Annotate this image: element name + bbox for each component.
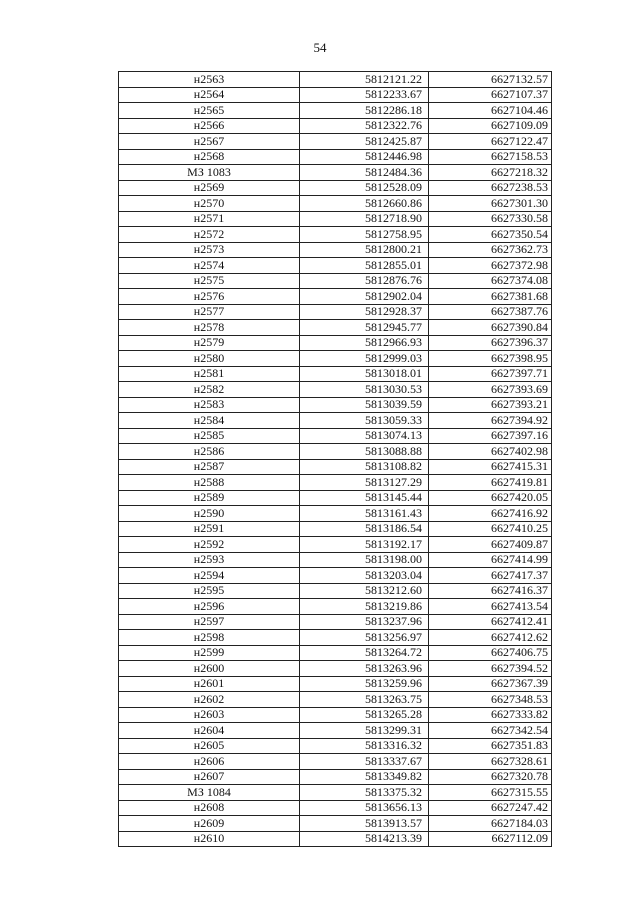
- y-coordinate-cell: 6627402.98: [429, 444, 552, 460]
- x-coordinate-cell: 5812999.03: [300, 351, 429, 367]
- table-row: [119, 382, 552, 398]
- y-coordinate-cell: 6627396.37: [429, 335, 552, 351]
- table-row: [119, 831, 552, 847]
- point-name-cell: н2577: [119, 304, 300, 320]
- y-coordinate-cell: 6627409.87: [429, 537, 552, 553]
- x-coordinate-cell: 5813127.29: [300, 475, 429, 491]
- x-coordinate-cell: 5813237.96: [300, 614, 429, 630]
- point-name-cell: н2573: [119, 242, 300, 258]
- y-coordinate-cell: 6627374.08: [429, 273, 552, 289]
- table-row: [119, 707, 552, 723]
- point-name-cell: н2593: [119, 552, 300, 568]
- table-row: [119, 413, 552, 429]
- table-row: [119, 754, 552, 770]
- point-name-cell: н2579: [119, 335, 300, 351]
- y-coordinate-cell: 6627393.69: [429, 382, 552, 398]
- table-row: [119, 630, 552, 646]
- y-coordinate-cell: 6627122.47: [429, 134, 552, 150]
- point-name-cell: н2602: [119, 692, 300, 708]
- point-name-cell: н2599: [119, 645, 300, 661]
- point-name-cell: н2583: [119, 397, 300, 413]
- y-coordinate-cell: 6627397.16: [429, 428, 552, 444]
- y-coordinate-cell: 6627238.53: [429, 180, 552, 196]
- point-name-cell: н2582: [119, 382, 300, 398]
- table-row: [119, 304, 552, 320]
- x-coordinate-cell: 5813264.72: [300, 645, 429, 661]
- x-coordinate-cell: 5813039.59: [300, 397, 429, 413]
- table-row: [119, 428, 552, 444]
- y-coordinate-cell: 6627387.76: [429, 304, 552, 320]
- point-name-cell: н2565: [119, 103, 300, 119]
- x-coordinate-cell: 5813145.44: [300, 490, 429, 506]
- x-coordinate-cell: 5812121.22: [300, 72, 429, 88]
- table-row: [119, 165, 552, 181]
- y-coordinate-cell: 6627414.99: [429, 552, 552, 568]
- point-name-cell: н2595: [119, 583, 300, 599]
- x-coordinate-cell: 5813198.00: [300, 552, 429, 568]
- point-name-cell: н2598: [119, 630, 300, 646]
- y-coordinate-cell: 6627350.54: [429, 227, 552, 243]
- point-name-cell: н2584: [119, 413, 300, 429]
- table-row: [119, 444, 552, 460]
- table-row: [119, 87, 552, 103]
- table-row: [119, 599, 552, 615]
- table-row: [119, 397, 552, 413]
- table-row: [119, 490, 552, 506]
- table-row: [119, 196, 552, 212]
- x-coordinate-cell: 5812928.37: [300, 304, 429, 320]
- table-row: [119, 800, 552, 816]
- x-coordinate-cell: 5812758.95: [300, 227, 429, 243]
- table-row: [119, 785, 552, 801]
- y-coordinate-cell: 6627419.81: [429, 475, 552, 491]
- y-coordinate-cell: 6627247.42: [429, 800, 552, 816]
- point-name-cell: МЗ 1084: [119, 785, 300, 801]
- table-row: [119, 614, 552, 630]
- x-coordinate-cell: 5812286.18: [300, 103, 429, 119]
- y-coordinate-cell: 6627390.84: [429, 320, 552, 336]
- x-coordinate-cell: 5812528.09: [300, 180, 429, 196]
- x-coordinate-cell: 5812966.93: [300, 335, 429, 351]
- table-row: [119, 645, 552, 661]
- y-coordinate-cell: 6627107.37: [429, 87, 552, 103]
- y-coordinate-cell: 6627367.39: [429, 676, 552, 692]
- x-coordinate-cell: 5812855.01: [300, 258, 429, 274]
- table-row: [119, 134, 552, 150]
- x-coordinate-cell: 5813349.82: [300, 769, 429, 785]
- y-coordinate-cell: 6627420.05: [429, 490, 552, 506]
- point-name-cell: н2572: [119, 227, 300, 243]
- x-coordinate-cell: 5813059.33: [300, 413, 429, 429]
- point-name-cell: н2569: [119, 180, 300, 196]
- y-coordinate-cell: 6627330.58: [429, 211, 552, 227]
- point-name-cell: н2589: [119, 490, 300, 506]
- y-coordinate-cell: 6627109.09: [429, 118, 552, 134]
- x-coordinate-cell: 5813337.67: [300, 754, 429, 770]
- point-name-cell: н2580: [119, 351, 300, 367]
- point-name-cell: н2586: [119, 444, 300, 460]
- y-coordinate-cell: 6627417.37: [429, 568, 552, 584]
- y-coordinate-cell: 6627342.54: [429, 723, 552, 739]
- table-row: [119, 661, 552, 677]
- table-row: [119, 211, 552, 227]
- point-name-cell: н2610: [119, 831, 300, 847]
- table-row: [119, 738, 552, 754]
- point-name-cell: н2574: [119, 258, 300, 274]
- y-coordinate-cell: 6627112.09: [429, 831, 552, 847]
- point-name-cell: н2601: [119, 676, 300, 692]
- x-coordinate-cell: 5813108.82: [300, 459, 429, 475]
- point-name-cell: н2592: [119, 537, 300, 553]
- table-row: [119, 258, 552, 274]
- point-name-cell: н2566: [119, 118, 300, 134]
- x-coordinate-cell: 5813913.57: [300, 816, 429, 832]
- table-row: [119, 676, 552, 692]
- table-row: [119, 568, 552, 584]
- y-coordinate-cell: 6627372.98: [429, 258, 552, 274]
- point-name-cell: н2564: [119, 87, 300, 103]
- y-coordinate-cell: 6627394.52: [429, 661, 552, 677]
- x-coordinate-cell: 5812718.90: [300, 211, 429, 227]
- x-coordinate-cell: 5813219.86: [300, 599, 429, 615]
- y-coordinate-cell: 6627415.31: [429, 459, 552, 475]
- y-coordinate-cell: 6627410.25: [429, 521, 552, 537]
- table-row: [119, 769, 552, 785]
- y-coordinate-cell: 6627301.30: [429, 196, 552, 212]
- point-name-cell: н2594: [119, 568, 300, 584]
- x-coordinate-cell: 5813256.97: [300, 630, 429, 646]
- x-coordinate-cell: 5812425.87: [300, 134, 429, 150]
- x-coordinate-cell: 5813375.32: [300, 785, 429, 801]
- table-row: [119, 816, 552, 832]
- y-coordinate-cell: 6627393.21: [429, 397, 552, 413]
- y-coordinate-cell: 6627412.62: [429, 630, 552, 646]
- x-coordinate-cell: 5813656.13: [300, 800, 429, 816]
- table-row: [119, 552, 552, 568]
- table-row: [119, 537, 552, 553]
- point-name-cell: н2570: [119, 196, 300, 212]
- table-row: [119, 335, 552, 351]
- table-row: [119, 320, 552, 336]
- point-name-cell: н2609: [119, 816, 300, 832]
- point-name-cell: н2563: [119, 72, 300, 88]
- y-coordinate-cell: 6627158.53: [429, 149, 552, 165]
- y-coordinate-cell: 6627416.92: [429, 506, 552, 522]
- y-coordinate-cell: 6627351.83: [429, 738, 552, 754]
- x-coordinate-cell: 5812800.21: [300, 242, 429, 258]
- table-row: [119, 459, 552, 475]
- table-row: [119, 692, 552, 708]
- y-coordinate-cell: 6627132.57: [429, 72, 552, 88]
- x-coordinate-cell: 5813074.13: [300, 428, 429, 444]
- table-row: [119, 72, 552, 88]
- y-coordinate-cell: 6627184.03: [429, 816, 552, 832]
- x-coordinate-cell: 5812484.36: [300, 165, 429, 181]
- page-number: 54: [313, 40, 327, 55]
- x-coordinate-cell: 5813259.96: [300, 676, 429, 692]
- y-coordinate-cell: 6627315.55: [429, 785, 552, 801]
- point-name-cell: н2588: [119, 475, 300, 491]
- table-row: [119, 227, 552, 243]
- x-coordinate-cell: 5813263.75: [300, 692, 429, 708]
- point-name-cell: н2567: [119, 134, 300, 150]
- table-row: [119, 103, 552, 119]
- point-name-cell: н2604: [119, 723, 300, 739]
- y-coordinate-cell: 6627218.32: [429, 165, 552, 181]
- x-coordinate-cell: 5812945.77: [300, 320, 429, 336]
- point-name-cell: н2591: [119, 521, 300, 537]
- point-name-cell: н2578: [119, 320, 300, 336]
- y-coordinate-cell: 6627413.54: [429, 599, 552, 615]
- y-coordinate-cell: 6627381.68: [429, 289, 552, 305]
- y-coordinate-cell: 6627104.46: [429, 103, 552, 119]
- point-name-cell: МЗ 1083: [119, 165, 300, 181]
- point-name-cell: н2585: [119, 428, 300, 444]
- x-coordinate-cell: 5813192.17: [300, 537, 429, 553]
- coordinates-table-body: [119, 72, 552, 847]
- point-name-cell: н2596: [119, 599, 300, 615]
- x-coordinate-cell: 5813212.60: [300, 583, 429, 599]
- x-coordinate-cell: 5813030.53: [300, 382, 429, 398]
- point-name-cell: н2600: [119, 661, 300, 677]
- x-coordinate-cell: 5812902.04: [300, 289, 429, 305]
- y-coordinate-cell: 6627406.75: [429, 645, 552, 661]
- point-name-cell: н2590: [119, 506, 300, 522]
- table-row: [119, 521, 552, 537]
- point-name-cell: н2575: [119, 273, 300, 289]
- table-row: [119, 351, 552, 367]
- point-name-cell: н2597: [119, 614, 300, 630]
- x-coordinate-cell: 5813203.04: [300, 568, 429, 584]
- point-name-cell: н2608: [119, 800, 300, 816]
- point-name-cell: н2606: [119, 754, 300, 770]
- point-name-cell: н2587: [119, 459, 300, 475]
- y-coordinate-cell: 6627362.73: [429, 242, 552, 258]
- table-row: [119, 506, 552, 522]
- point-name-cell: н2568: [119, 149, 300, 165]
- y-coordinate-cell: 6627333.82: [429, 707, 552, 723]
- y-coordinate-cell: 6627398.95: [429, 351, 552, 367]
- point-name-cell: н2576: [119, 289, 300, 305]
- y-coordinate-cell: 6627394.92: [429, 413, 552, 429]
- point-name-cell: н2605: [119, 738, 300, 754]
- x-coordinate-cell: 5812660.86: [300, 196, 429, 212]
- x-coordinate-cell: 5813299.31: [300, 723, 429, 739]
- x-coordinate-cell: 5813088.88: [300, 444, 429, 460]
- table-row: [119, 289, 552, 305]
- x-coordinate-cell: 5814213.39: [300, 831, 429, 847]
- x-coordinate-cell: 5812446.98: [300, 149, 429, 165]
- y-coordinate-cell: 6627412.41: [429, 614, 552, 630]
- y-coordinate-cell: 6627328.61: [429, 754, 552, 770]
- x-coordinate-cell: 5812322.76: [300, 118, 429, 134]
- point-name-cell: н2607: [119, 769, 300, 785]
- table-row: [119, 118, 552, 134]
- y-coordinate-cell: 6627416.37: [429, 583, 552, 599]
- table-row: [119, 273, 552, 289]
- coordinates-table: [118, 71, 552, 847]
- table-row: [119, 366, 552, 382]
- x-coordinate-cell: 5813161.43: [300, 506, 429, 522]
- y-coordinate-cell: 6627348.53: [429, 692, 552, 708]
- x-coordinate-cell: 5812233.67: [300, 87, 429, 103]
- y-coordinate-cell: 6627320.78: [429, 769, 552, 785]
- x-coordinate-cell: 5813186.54: [300, 521, 429, 537]
- y-coordinate-cell: 6627397.71: [429, 366, 552, 382]
- x-coordinate-cell: 5813263.96: [300, 661, 429, 677]
- point-name-cell: н2571: [119, 211, 300, 227]
- point-name-cell: н2603: [119, 707, 300, 723]
- table-row: [119, 149, 552, 165]
- point-name-cell: н2581: [119, 366, 300, 382]
- x-coordinate-cell: 5812876.76: [300, 273, 429, 289]
- table-row: [119, 475, 552, 491]
- x-coordinate-cell: 5813018.01: [300, 366, 429, 382]
- table-row: [119, 180, 552, 196]
- table-row: [119, 242, 552, 258]
- table-row: [119, 583, 552, 599]
- table-row: [119, 723, 552, 739]
- x-coordinate-cell: 5813316.32: [300, 738, 429, 754]
- x-coordinate-cell: 5813265.28: [300, 707, 429, 723]
